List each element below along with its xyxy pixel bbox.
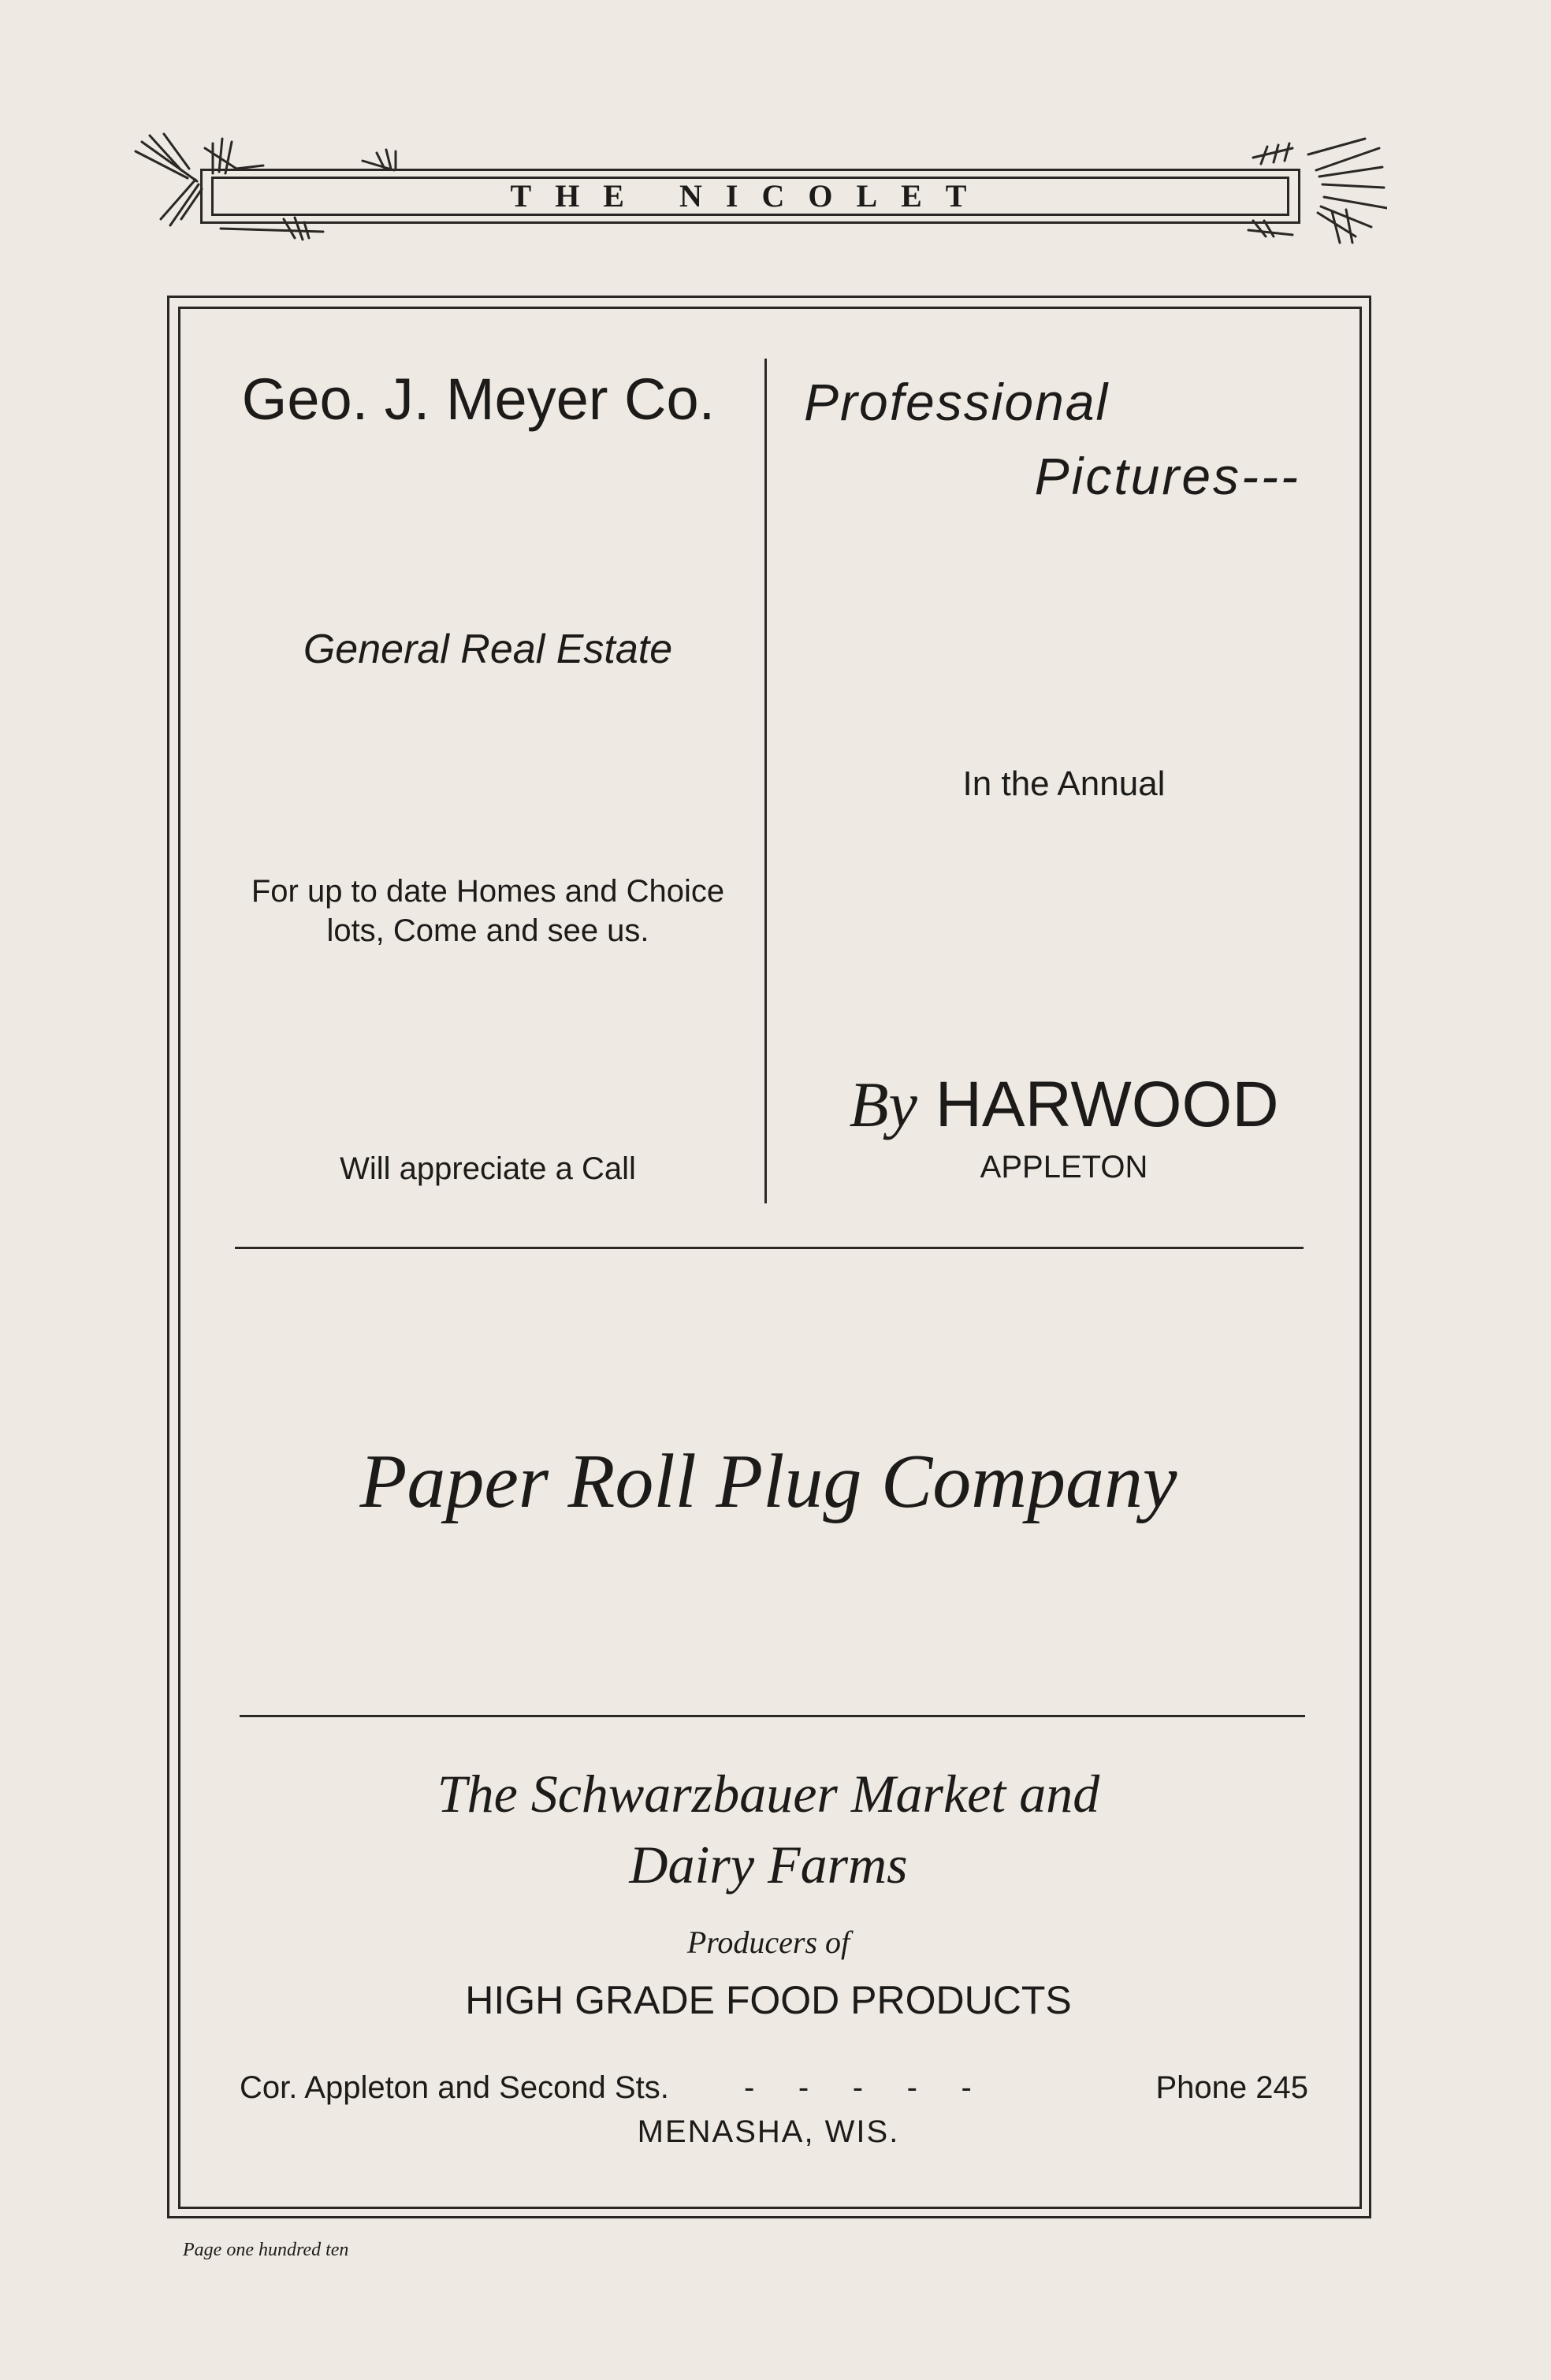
meyer-closing: Will appreciate a Call xyxy=(340,1151,636,1186)
market-city: MENASHA, WIS. xyxy=(637,2114,900,2149)
pictures-ad-annual: In the Annual xyxy=(962,764,1166,803)
market-dash-leader: - - - - - xyxy=(744,2070,972,2105)
paper-company-name: Paper Roll Plug Company xyxy=(359,1439,1177,1524)
market-address: Cor. Appleton and Second Sts. xyxy=(240,2070,669,2105)
market-products: HIGH GRADE FOOD PRODUCTS xyxy=(465,1978,1072,2022)
market-name-line1: The Schwarzbauer Market and xyxy=(437,1764,1100,1824)
pictures-ad-studio-row xyxy=(788,1065,1340,1144)
market-name-line2: Dairy Farms xyxy=(629,1835,908,1895)
ad-divider-horizontal xyxy=(235,1247,1304,1249)
meyer-tagline: General Real Estate xyxy=(303,627,673,672)
pictures-ad-city: APPLETON xyxy=(980,1150,1148,1184)
meyer-description: For up to date Homes and Choice lots, Come and see us. xyxy=(251,874,725,948)
meyer-company-name: Geo. J. Meyer Co. xyxy=(241,366,716,432)
ad-divider-horizontal xyxy=(240,1715,1305,1717)
pictures-ad-by: By xyxy=(849,1069,917,1140)
page-number-footer: Page one hundred ten xyxy=(183,2240,349,2260)
pictures-ad-heading-line1: Professional xyxy=(804,373,1110,431)
market-phone: Phone 245 xyxy=(1155,2070,1308,2105)
pictures-ad-studio: HARWOOD xyxy=(935,1069,1279,1140)
pictures-ad-heading-line2: Pictures--- xyxy=(1034,447,1300,505)
page-header-title: THE NICOLET xyxy=(510,178,991,214)
market-producers: Producers of xyxy=(686,1924,850,1960)
ad-divider-vertical xyxy=(764,359,767,1203)
